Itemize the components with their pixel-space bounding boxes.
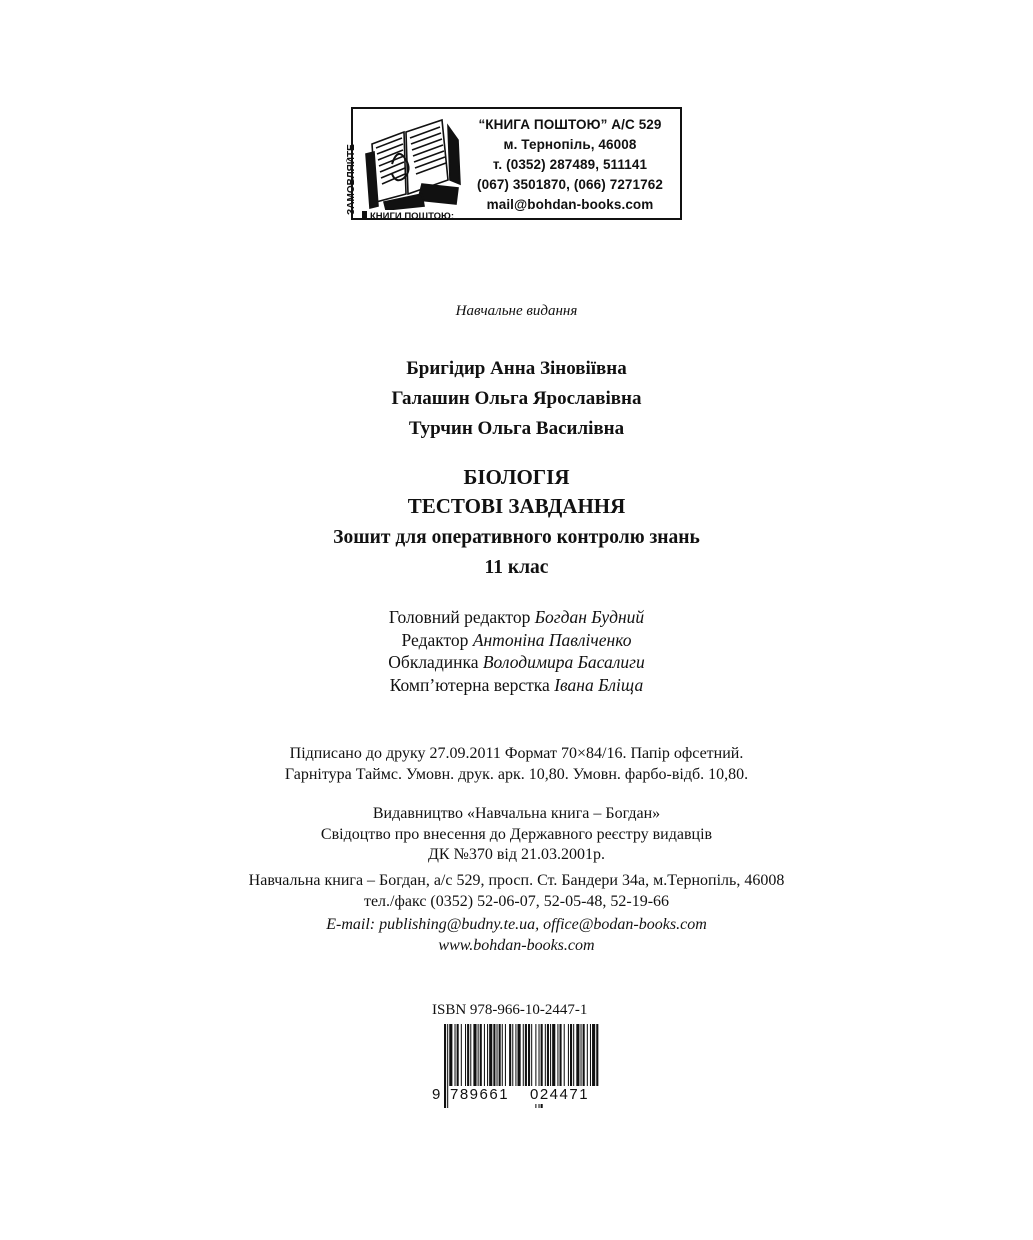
credit-role: Комп’ютерна верстка	[389, 674, 550, 695]
barcode-first-digit: 9	[432, 1086, 441, 1103]
barcode-bar	[547, 1024, 549, 1086]
stamp-line: м. Тернопіль, 46008	[503, 137, 637, 152]
barcode-bar	[473, 1024, 476, 1086]
barcode-bar	[564, 1024, 565, 1086]
credit-person: Богдан Будний	[534, 607, 645, 627]
barcode-bar	[587, 1024, 588, 1086]
editorial-credits	[0, 606, 1033, 696]
title-line: ТЕСТОВІ ЗАВДАННЯ	[407, 494, 626, 518]
barcode-bar	[573, 1024, 574, 1086]
barcode-bar	[480, 1024, 482, 1086]
barcode-bar	[502, 1024, 503, 1086]
publisher-address	[0, 871, 1033, 912]
barcode-bar	[447, 1024, 448, 1108]
barcode-right-digits: 024471	[530, 1086, 590, 1103]
barcode-bar	[590, 1024, 591, 1086]
open-book-logo-icon	[362, 114, 464, 210]
stamp-bottom-text: КНИГИ ПОШТОЮ:	[370, 211, 455, 220]
contact-emails	[0, 915, 1033, 956]
barcode-bar	[552, 1024, 555, 1086]
barcode-bar	[528, 1024, 530, 1086]
publisher-line: Видавництво «Навчальна книга – Богдан»	[372, 805, 661, 822]
barcode-bar	[512, 1024, 513, 1086]
barcode-bar	[465, 1024, 466, 1086]
credit-line	[0, 629, 1033, 652]
author-name: Турчин Ольга Василівна	[408, 418, 625, 439]
credit-role: Обкладинка	[388, 652, 479, 672]
credit-line	[0, 651, 1033, 674]
barcode-bar	[457, 1024, 459, 1086]
authors-list	[0, 354, 1033, 444]
barcode-bar	[596, 1024, 598, 1086]
isbn-number: ISBN 978-966-10-2447-1	[432, 1002, 588, 1018]
barcode-bar	[505, 1024, 506, 1086]
stamp-side-label	[346, 115, 362, 223]
barcode-bar	[583, 1024, 585, 1086]
barcode-bar	[497, 1024, 498, 1086]
barcode-bar	[525, 1024, 527, 1086]
barcode-bar	[550, 1024, 551, 1086]
author-name: Галашин Ольга Ярославівна	[391, 388, 642, 409]
barcode-bar	[518, 1024, 521, 1086]
subtitle-line: 11 клас	[484, 557, 549, 578]
barcode-bar	[560, 1024, 562, 1086]
subtitle-line: Зошит для оперативного контролю знань	[333, 527, 700, 548]
barcode-bar	[493, 1024, 495, 1086]
credit-person: Володимира Басалиги	[482, 652, 645, 672]
print-info	[0, 743, 1033, 785]
email-line: E-mail: publishing@budny.te.ua, office@bodan-books.com	[326, 916, 707, 933]
barcode-bar	[509, 1024, 511, 1086]
barcode-bar	[581, 1024, 582, 1086]
barcode-bar	[592, 1024, 595, 1086]
book-title	[0, 463, 1033, 521]
publisher-line: Свідоцтво про внесення до Державного реєстру видавців	[320, 825, 713, 843]
author-name: Бригідир Анна Зіновіївна	[406, 358, 627, 379]
barcode-bar	[531, 1024, 532, 1086]
barcode-bar	[568, 1024, 569, 1086]
credit-role: Редактор	[401, 629, 469, 650]
barcode-bar	[487, 1024, 488, 1086]
stamp-line: (067) 3501870, (066) 7271762	[477, 177, 663, 192]
barcode-bar	[557, 1024, 558, 1086]
edition-type: Навчальне видання	[455, 303, 578, 319]
credit-person: Івана Бліща	[554, 674, 644, 695]
publisher-info	[0, 804, 1033, 866]
credit-line	[0, 606, 1033, 629]
barcode-bar	[444, 1024, 446, 1108]
publisher-line: ДК №370 від 21.03.2001р.	[428, 846, 605, 863]
barcode-bar	[545, 1024, 546, 1086]
barcode-left-digits: 789661	[450, 1086, 510, 1103]
stamp-side-text: ЗАМОВЛЯЙТЕ	[346, 144, 357, 215]
website-line: www.bohdan-books.com	[438, 936, 595, 954]
credit-role: Головний редактор	[388, 607, 531, 627]
stamp-bottom-label	[362, 210, 462, 220]
barcode-bar	[449, 1024, 452, 1086]
stamp-line: “КНИГА ПОШТОЮ” А/С 529	[478, 117, 662, 132]
barcode-bar	[515, 1024, 516, 1086]
barcode-bar	[478, 1024, 479, 1086]
barcode-bar	[499, 1024, 501, 1086]
address-line: Навчальна книга – Богдан, а/с 529, просп. Ст. Бандери 34а, м.Тернопіль, 46008	[248, 872, 785, 889]
barcode-bar	[489, 1024, 492, 1086]
stamp-line: т. (0352) 287489, 511141	[492, 157, 648, 172]
title-line: БІОЛОГІЯ	[463, 465, 570, 489]
stamp-contact-text	[462, 115, 678, 215]
barcode-bar	[484, 1024, 485, 1086]
barcode-bar	[470, 1024, 471, 1086]
barcode-bar	[523, 1024, 524, 1086]
print-line: Підписано до друку 27.09.2011 Формат 70×84/16. Папір офсетний.	[289, 745, 744, 762]
credit-person: Антоніна Павліченко	[472, 629, 632, 650]
barcode-bar	[461, 1024, 462, 1086]
barcode-bar	[455, 1024, 456, 1086]
book-subtitle	[0, 523, 1033, 583]
barcode-bar	[467, 1024, 469, 1086]
print-line: Гарнітура Таймс. Умовн. друк. арк. 10,80. Умовн. фарбо-відб. 10,80.	[284, 766, 749, 783]
stamp-line: mail@bohdan-books.com	[486, 197, 654, 212]
address-line: тел./факс (0352) 52-06-07, 52-05-48, 52-19-66	[363, 892, 670, 910]
barcode-bar	[570, 1024, 572, 1086]
barcode-bar	[576, 1024, 579, 1086]
credit-line	[0, 674, 1033, 697]
